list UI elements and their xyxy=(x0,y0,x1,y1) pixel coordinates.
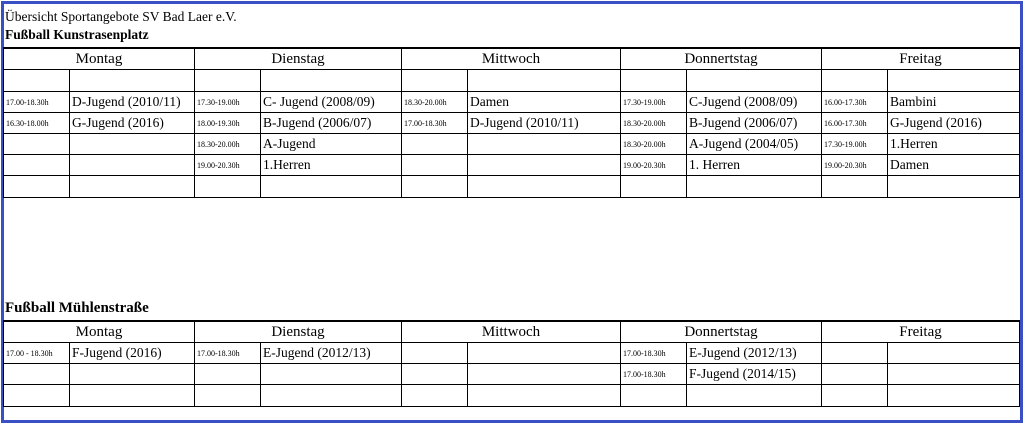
time-cell xyxy=(4,70,70,92)
time-cell: 17.00-18.30h xyxy=(621,343,687,364)
group-cell: 1.Herren xyxy=(261,155,402,176)
group-cell xyxy=(888,343,1020,364)
group-cell: D-Jugend (2010/11) xyxy=(70,92,195,113)
group-cell xyxy=(888,176,1020,198)
time-cell xyxy=(195,385,261,407)
group-cell: Damen xyxy=(888,155,1020,176)
group-cell: F-Jugend (2016) xyxy=(70,343,195,364)
table-row xyxy=(4,385,1020,407)
time-cell: 17.30-19.00h xyxy=(621,92,687,113)
group-cell: Damen xyxy=(468,92,621,113)
time-cell: 17.00-18.30h xyxy=(195,343,261,364)
schedule-table-muehlenstrasse xyxy=(3,320,1020,407)
time-cell xyxy=(822,176,888,198)
time-cell xyxy=(4,176,70,198)
group-cell xyxy=(70,70,195,92)
day-header: Mittwoch xyxy=(402,48,621,70)
group-cell xyxy=(70,364,195,385)
time-cell: 19.00-20.30h xyxy=(195,155,261,176)
table-row xyxy=(4,92,1020,113)
time-cell xyxy=(195,176,261,198)
time-cell xyxy=(621,176,687,198)
group-cell: G-Jugend (2016) xyxy=(888,113,1020,134)
time-cell: 17.30-19.00h xyxy=(195,92,261,113)
group-cell: E-Jugend (2012/13) xyxy=(261,343,402,364)
time-cell: 17.00-18.30h xyxy=(4,92,70,113)
time-cell: 16.00-17.30h xyxy=(822,92,888,113)
group-cell: F-Jugend (2014/15) xyxy=(687,364,822,385)
group-cell xyxy=(468,155,621,176)
time-cell: 17.00-18.30h xyxy=(621,364,687,385)
section-heading-muehlenstrasse: Fußball Mühlenstraße xyxy=(5,300,149,316)
group-cell xyxy=(468,385,621,407)
group-cell: D-Jugend (2010/11) xyxy=(468,113,621,134)
group-cell xyxy=(70,176,195,198)
day-header: Freitag xyxy=(822,48,1020,70)
group-cell xyxy=(261,364,402,385)
day-header: Dienstag xyxy=(195,321,402,343)
table-row xyxy=(4,343,1020,364)
group-cell xyxy=(261,176,402,198)
group-cell: E-Jugend (2012/13) xyxy=(687,343,822,364)
group-cell xyxy=(70,385,195,407)
group-cell: Bambini xyxy=(888,92,1020,113)
section-heading-kunstrasenplatz: Fußball Kunstrasenplatz xyxy=(5,27,149,42)
page-title: Übersicht Sportangebote SV Bad Laer e.V. xyxy=(5,9,237,24)
time-cell: 19.00-20.30h xyxy=(822,155,888,176)
schedule-table-kunstrasenplatz xyxy=(3,47,1020,198)
group-cell xyxy=(468,70,621,92)
group-cell xyxy=(888,385,1020,407)
time-cell xyxy=(402,364,468,385)
time-cell: 18.30-20.00h xyxy=(402,92,468,113)
table-row xyxy=(4,155,1020,176)
time-cell: 17.00-18.30h xyxy=(402,113,468,134)
day-header-row xyxy=(4,321,1020,343)
group-cell: A-Jugend xyxy=(261,134,402,155)
time-cell xyxy=(621,385,687,407)
table-row xyxy=(4,176,1020,198)
day-header: Mittwoch xyxy=(402,321,621,343)
time-cell xyxy=(4,385,70,407)
group-cell: B-Jugend (2006/07) xyxy=(261,113,402,134)
time-cell: 18.30-20.00h xyxy=(621,134,687,155)
group-cell: 1. Herren xyxy=(687,155,822,176)
group-cell xyxy=(70,155,195,176)
time-cell: 17.00 - 18.30h xyxy=(4,343,70,364)
group-cell: A-Jugend (2004/05) xyxy=(687,134,822,155)
time-cell xyxy=(621,70,687,92)
group-cell: C- Jugend (2008/09) xyxy=(261,92,402,113)
day-header: Freitag xyxy=(822,321,1020,343)
time-cell xyxy=(402,176,468,198)
group-cell xyxy=(70,134,195,155)
group-cell xyxy=(687,385,822,407)
time-cell: 19.00-20.30h xyxy=(621,155,687,176)
time-cell xyxy=(4,364,70,385)
group-cell xyxy=(468,364,621,385)
day-header-row xyxy=(4,48,1020,70)
time-cell xyxy=(822,364,888,385)
time-cell xyxy=(195,364,261,385)
group-cell xyxy=(468,343,621,364)
time-cell: 18.00-19.30h xyxy=(195,113,261,134)
time-cell xyxy=(4,155,70,176)
table-row xyxy=(4,113,1020,134)
time-cell: 18.30-20.00h xyxy=(621,113,687,134)
day-header: Donnertstag xyxy=(621,48,822,70)
time-cell xyxy=(402,385,468,407)
day-header: Montag xyxy=(4,48,195,70)
group-cell xyxy=(888,70,1020,92)
time-cell xyxy=(195,70,261,92)
group-cell xyxy=(468,134,621,155)
time-cell: 18.30-20.00h xyxy=(195,134,261,155)
table-row xyxy=(4,364,1020,385)
time-cell xyxy=(402,343,468,364)
time-cell xyxy=(822,70,888,92)
group-cell: B-Jugend (2006/07) xyxy=(687,113,822,134)
time-cell xyxy=(402,155,468,176)
group-cell xyxy=(468,176,621,198)
group-cell: G-Jugend (2016) xyxy=(70,113,195,134)
time-cell: 17.30-19.00h xyxy=(822,134,888,155)
time-cell xyxy=(402,134,468,155)
group-cell: C-Jugend (2008/09) xyxy=(687,92,822,113)
group-cell xyxy=(888,364,1020,385)
day-header: Dienstag xyxy=(195,48,402,70)
group-cell xyxy=(261,70,402,92)
group-cell xyxy=(687,176,822,198)
group-cell xyxy=(687,70,822,92)
group-cell xyxy=(261,385,402,407)
time-cell: 16.00-17.30h xyxy=(822,113,888,134)
time-cell xyxy=(402,70,468,92)
time-cell xyxy=(4,134,70,155)
table-row xyxy=(4,134,1020,155)
time-cell xyxy=(822,343,888,364)
day-header: Montag xyxy=(4,321,195,343)
day-header: Donnertstag xyxy=(621,321,822,343)
group-cell: 1.Herren xyxy=(888,134,1020,155)
time-cell: 16.30-18.00h xyxy=(4,113,70,134)
time-cell xyxy=(822,385,888,407)
table-row xyxy=(4,70,1020,92)
